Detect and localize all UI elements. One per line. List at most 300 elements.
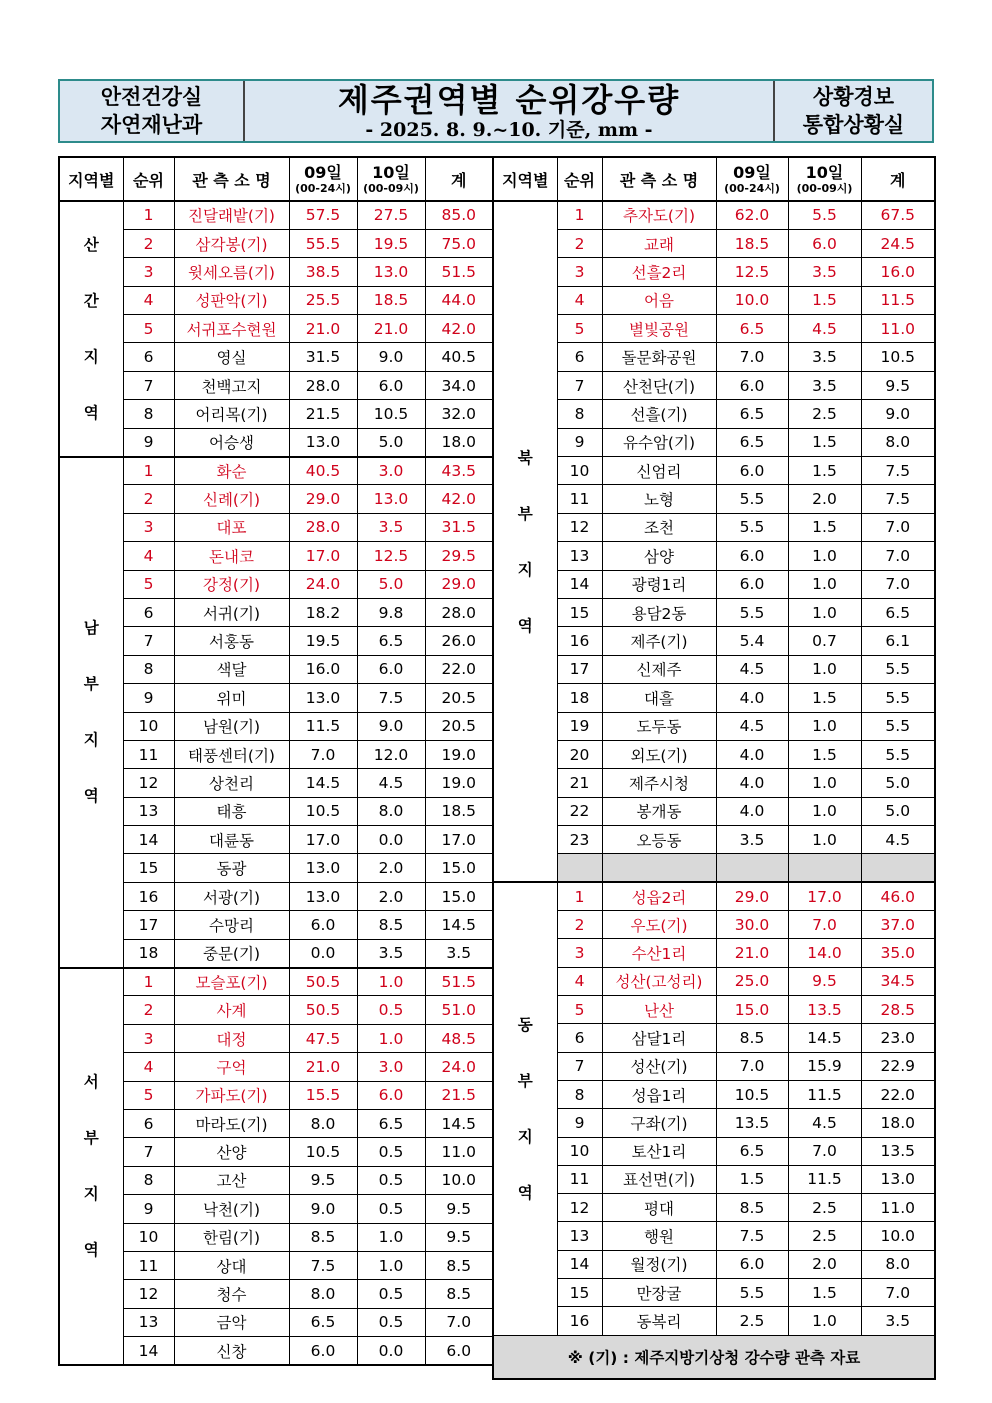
rank-cell: 12 xyxy=(557,513,602,541)
region-label: 북 부 지 역 xyxy=(493,201,557,882)
day1-rainfall: 2.5 xyxy=(716,1307,788,1335)
day2-rainfall: 5.0 xyxy=(357,428,425,456)
rank-cell: 6 xyxy=(123,1110,174,1138)
day1-rainfall: 8.5 xyxy=(716,1194,788,1222)
total-rainfall: 7.5 xyxy=(861,457,935,485)
rank-cell: 18 xyxy=(123,939,174,967)
day1-rainfall: 29.0 xyxy=(716,882,788,910)
table-row xyxy=(59,1308,493,1336)
station-name: 색달 xyxy=(174,655,289,683)
day2-rainfall: 2.0 xyxy=(357,882,425,910)
total-rainfall: 7.0 xyxy=(861,513,935,541)
day1-rainfall: 24.0 xyxy=(289,570,357,598)
table-row xyxy=(493,967,935,995)
table-row xyxy=(493,627,935,655)
day1-rainfall: 15.0 xyxy=(716,996,788,1024)
rank-cell: 12 xyxy=(123,1280,174,1308)
table-row xyxy=(493,428,935,456)
rank-cell: 10 xyxy=(557,457,602,485)
day1-rainfall: 4.5 xyxy=(716,712,788,740)
day1-rainfall: 6.5 xyxy=(716,400,788,428)
table-row xyxy=(59,826,493,854)
total-rainfall: 9.5 xyxy=(425,1223,493,1251)
station-name: 신엄리 xyxy=(602,457,716,485)
table-row xyxy=(59,1251,493,1279)
day1-rainfall: 4.0 xyxy=(716,740,788,768)
region-header: 지역별 xyxy=(493,157,557,201)
station-name: 성읍1리 xyxy=(602,1080,716,1108)
station-name: 수망리 xyxy=(174,911,289,939)
table-row xyxy=(493,1165,935,1193)
day1-rainfall: 13.0 xyxy=(289,854,357,882)
day1-range: (00-24시) xyxy=(724,181,780,195)
rank-cell: 9 xyxy=(557,1109,602,1137)
day2-rainfall: 3.5 xyxy=(357,939,425,967)
total-rainfall: 5.5 xyxy=(861,712,935,740)
station-name: 우도(기) xyxy=(602,911,716,939)
total-rainfall: 31.5 xyxy=(425,513,493,541)
day1-rainfall: 7.5 xyxy=(289,1251,357,1279)
table-row xyxy=(59,201,493,229)
day2-rainfall: 0.5 xyxy=(357,1166,425,1194)
table-row xyxy=(493,1194,935,1222)
station-header: 관 측 소 명 xyxy=(174,157,289,201)
total-rainfall: 8.0 xyxy=(861,428,935,456)
rank-cell: 4 xyxy=(123,542,174,570)
rank-cell: 7 xyxy=(123,627,174,655)
right-table-body xyxy=(493,201,935,1379)
day1-rainfall: 13.0 xyxy=(289,428,357,456)
table-row xyxy=(59,712,493,740)
day1-rainfall: 7.0 xyxy=(716,343,788,371)
table-row xyxy=(59,598,493,626)
rank-cell: 8 xyxy=(123,1166,174,1194)
station-name: 표선면(기) xyxy=(602,1165,716,1193)
station-name: 삼각봉(기) xyxy=(174,229,289,257)
day1-rainfall: 8.5 xyxy=(716,1024,788,1052)
rank-cell: 1 xyxy=(557,201,602,229)
station-name: 성산(고성리) xyxy=(602,967,716,995)
day2-rainfall: 7.0 xyxy=(788,1137,861,1165)
rank-cell: 13 xyxy=(557,542,602,570)
station-name: 영실 xyxy=(174,343,289,371)
total-rainfall: 75.0 xyxy=(425,229,493,257)
day1-rainfall: 6.0 xyxy=(716,457,788,485)
rank-cell: 5 xyxy=(557,315,602,343)
rank-cell: 10 xyxy=(123,1223,174,1251)
day2-rainfall: 19.5 xyxy=(357,229,425,257)
total-rainfall: 15.0 xyxy=(425,882,493,910)
day1-rainfall: 6.5 xyxy=(716,315,788,343)
day2-rainfall: 2.0 xyxy=(788,485,861,513)
day2-rainfall: 5.5 xyxy=(788,201,861,229)
day1-rainfall: 3.5 xyxy=(716,826,788,854)
day2-rainfall: 12.0 xyxy=(357,740,425,768)
station-name: 교래 xyxy=(602,229,716,257)
day1-rainfall: 5.5 xyxy=(716,1279,788,1307)
station-name: 윗세오름(기) xyxy=(174,258,289,286)
table-row xyxy=(493,485,935,513)
total-rainfall: 9.5 xyxy=(861,371,935,399)
total-rainfall: 24.5 xyxy=(861,229,935,257)
station-name: 어음 xyxy=(602,286,716,314)
day2-rainfall: 1.5 xyxy=(788,513,861,541)
rank-cell: 14 xyxy=(123,1337,174,1365)
day1-rainfall: 31.5 xyxy=(289,343,357,371)
day1-rainfall: 21.5 xyxy=(289,400,357,428)
table-row xyxy=(59,1337,493,1365)
rank-cell: 13 xyxy=(123,1308,174,1336)
station-name: 동복리 xyxy=(602,1307,716,1335)
total-rainfall: 13.0 xyxy=(861,1165,935,1193)
day2-rainfall: 3.0 xyxy=(357,1053,425,1081)
day2-rainfall: 0.7 xyxy=(788,627,861,655)
day2-rainfall: 2.5 xyxy=(788,1194,861,1222)
day2-range: (00-09시) xyxy=(796,181,853,195)
station-name: 가파도(기) xyxy=(174,1081,289,1109)
table-row xyxy=(493,570,935,598)
day1-rainfall: 40.5 xyxy=(289,457,357,485)
day2-rainfall: 1.0 xyxy=(357,968,425,996)
total-rainfall: 7.0 xyxy=(861,542,935,570)
table-row xyxy=(59,1053,493,1081)
day1-rainfall: 6.5 xyxy=(716,428,788,456)
total-rainfall: 26.0 xyxy=(425,627,493,655)
day1-rainfall: 57.5 xyxy=(289,201,357,229)
station-name: 진달래밭(기) xyxy=(174,201,289,229)
day1-rainfall: 10.0 xyxy=(716,286,788,314)
day1-rainfall: 28.0 xyxy=(289,513,357,541)
total-rainfall: 19.0 xyxy=(425,740,493,768)
table-header-row xyxy=(493,157,935,201)
table-row xyxy=(493,315,935,343)
station-name: 성판악(기) xyxy=(174,286,289,314)
rank-cell: 6 xyxy=(557,1024,602,1052)
day2-rainfall: 3.5 xyxy=(788,258,861,286)
total-rainfall: 51.5 xyxy=(425,968,493,996)
title-block xyxy=(243,81,775,141)
left-table-body xyxy=(59,201,493,1365)
blank-row xyxy=(493,854,935,882)
rank-cell: 2 xyxy=(123,229,174,257)
rank-cell: 12 xyxy=(557,1194,602,1222)
rank-cell: 4 xyxy=(557,967,602,995)
total-rainfall: 7.0 xyxy=(861,570,935,598)
total-rainfall: 15.0 xyxy=(425,854,493,882)
rank-cell: 8 xyxy=(557,400,602,428)
rank-cell: 1 xyxy=(123,968,174,996)
day2-rainfall: 13.0 xyxy=(357,485,425,513)
table-row xyxy=(59,797,493,825)
day1-rainfall: 25.5 xyxy=(289,286,357,314)
table-row xyxy=(493,1307,935,1335)
day1-rainfall: 10.5 xyxy=(289,1138,357,1166)
station-name: 난산 xyxy=(602,996,716,1024)
table-row xyxy=(493,996,935,1024)
day2-rainfall: 8.0 xyxy=(357,797,425,825)
rank-cell: 2 xyxy=(557,229,602,257)
day2-rainfall: 1.5 xyxy=(788,428,861,456)
table-row xyxy=(493,598,935,626)
table-row xyxy=(493,882,935,910)
day2-rainfall: 1.5 xyxy=(788,286,861,314)
station-name: 수산1리 xyxy=(602,939,716,967)
station-name: 대륜동 xyxy=(174,826,289,854)
day2-header xyxy=(357,157,425,201)
rank-cell: 10 xyxy=(557,1137,602,1165)
table-row xyxy=(493,1222,935,1250)
day2-rainfall: 17.0 xyxy=(788,882,861,910)
day1-rainfall: 5.5 xyxy=(716,513,788,541)
day2-range: (00-09시) xyxy=(363,181,419,195)
total-rainfall: 48.5 xyxy=(425,1024,493,1052)
total-rainfall: 11.0 xyxy=(861,1194,935,1222)
day1-rainfall: 1.5 xyxy=(716,1165,788,1193)
station-name: 어리목(기) xyxy=(174,400,289,428)
station-name: 중문(기) xyxy=(174,939,289,967)
day1-rainfall: 4.5 xyxy=(716,655,788,683)
total-rainfall: 20.5 xyxy=(425,712,493,740)
station-name: 어승생 xyxy=(174,428,289,456)
station-name: 모슬포(기) xyxy=(174,968,289,996)
day2-rainfall: 3.5 xyxy=(788,371,861,399)
day2-rainfall: 2.0 xyxy=(357,854,425,882)
day2-rainfall: 1.0 xyxy=(357,1251,425,1279)
table-row xyxy=(59,968,493,996)
table-row xyxy=(59,1024,493,1052)
total-rainfall: 29.5 xyxy=(425,542,493,570)
day2-rainfall: 1.0 xyxy=(788,598,861,626)
day2-rainfall: 1.0 xyxy=(788,655,861,683)
total-rainfall: 18.5 xyxy=(425,797,493,825)
department-label xyxy=(60,81,245,141)
day1-rainfall: 47.5 xyxy=(289,1024,357,1052)
rank-cell: 5 xyxy=(557,996,602,1024)
station-name: 태흥 xyxy=(174,797,289,825)
rank-cell: 13 xyxy=(123,797,174,825)
day1-rainfall: 8.5 xyxy=(289,1223,357,1251)
table-row xyxy=(59,854,493,882)
station-name: 봉개동 xyxy=(602,797,716,825)
station-name: 돈내코 xyxy=(174,542,289,570)
rank-cell: 16 xyxy=(123,882,174,910)
total-rainfall: 5.0 xyxy=(861,769,935,797)
station-name: 한림(기) xyxy=(174,1223,289,1251)
station-name: 태풍센터(기) xyxy=(174,740,289,768)
day2-header xyxy=(788,157,861,201)
station-name: 노형 xyxy=(602,485,716,513)
total-rainfall: 22.0 xyxy=(425,655,493,683)
station-name: 신창 xyxy=(174,1337,289,1365)
rank-cell: 12 xyxy=(123,769,174,797)
table-row xyxy=(59,996,493,1024)
rank-cell: 14 xyxy=(123,826,174,854)
rank-cell: 8 xyxy=(557,1080,602,1108)
rank-cell: 8 xyxy=(123,400,174,428)
rank-cell: 2 xyxy=(557,911,602,939)
station-name: 구좌(기) xyxy=(602,1109,716,1137)
day1-rainfall: 9.0 xyxy=(289,1195,357,1223)
day2-rainfall: 0.5 xyxy=(357,1280,425,1308)
day1-rainfall: 21.0 xyxy=(289,1053,357,1081)
rank-cell: 1 xyxy=(123,201,174,229)
station-name: 선흘2리 xyxy=(602,258,716,286)
rank-cell: 2 xyxy=(123,996,174,1024)
rank-cell: 23 xyxy=(557,826,602,854)
station-name: 삼양 xyxy=(602,542,716,570)
table-row xyxy=(59,258,493,286)
table-row xyxy=(493,400,935,428)
total-rainfall: 42.0 xyxy=(425,315,493,343)
day1-rainfall: 14.5 xyxy=(289,769,357,797)
day1-rainfall: 5.5 xyxy=(716,485,788,513)
table-row xyxy=(59,400,493,428)
empty-cell xyxy=(716,854,788,882)
day2-rainfall: 0.5 xyxy=(357,1138,425,1166)
station-name: 도두동 xyxy=(602,712,716,740)
total-rainfall: 20.5 xyxy=(425,684,493,712)
day1-rainfall: 28.0 xyxy=(289,371,357,399)
day1-rainfall: 16.0 xyxy=(289,655,357,683)
rank-cell: 15 xyxy=(123,854,174,882)
day2-rainfall: 0.5 xyxy=(357,1308,425,1336)
day1-rainfall: 17.0 xyxy=(289,826,357,854)
region-label: 남 부 지 역 xyxy=(59,457,123,968)
day1-header xyxy=(289,157,357,201)
footnote-row xyxy=(493,1335,935,1379)
day1-rainfall: 30.0 xyxy=(716,911,788,939)
station-name: 대흘 xyxy=(602,684,716,712)
day1-rainfall: 50.5 xyxy=(289,968,357,996)
rank-cell: 20 xyxy=(557,740,602,768)
day1-rainfall: 13.0 xyxy=(289,684,357,712)
rank-cell: 11 xyxy=(123,1251,174,1279)
total-rainfall: 6.0 xyxy=(425,1337,493,1365)
total-rainfall: 18.0 xyxy=(861,1109,935,1137)
day2-rainfall: 6.5 xyxy=(357,627,425,655)
table-row xyxy=(493,1052,935,1080)
table-row xyxy=(493,258,935,286)
day1-rainfall: 6.5 xyxy=(716,1137,788,1165)
total-rainfall: 6.5 xyxy=(861,598,935,626)
total-rainfall: 18.0 xyxy=(425,428,493,456)
rank-cell: 5 xyxy=(123,570,174,598)
office-line-1: 상황경보 xyxy=(812,85,895,109)
rank-cell: 22 xyxy=(557,797,602,825)
day1-rainfall: 19.5 xyxy=(289,627,357,655)
day2-rainfall: 6.0 xyxy=(788,229,861,257)
total-rainfall: 5.0 xyxy=(861,797,935,825)
total-rainfall: 8.5 xyxy=(425,1251,493,1279)
rank-cell: 4 xyxy=(123,1053,174,1081)
day2-rainfall: 5.0 xyxy=(357,570,425,598)
table-row xyxy=(493,1080,935,1108)
day1-rainfall: 6.0 xyxy=(716,1250,788,1278)
day1-rainfall: 8.0 xyxy=(289,1110,357,1138)
right-rainfall-table xyxy=(492,156,936,1380)
rank-cell: 5 xyxy=(123,1081,174,1109)
day1-rainfall: 13.0 xyxy=(289,882,357,910)
table-row xyxy=(493,1024,935,1052)
total-rainfall: 4.5 xyxy=(861,826,935,854)
total-rainfall: 14.5 xyxy=(425,1110,493,1138)
day2-rainfall: 1.0 xyxy=(788,542,861,570)
day2-rainfall: 1.0 xyxy=(357,1223,425,1251)
day2-rainfall: 13.5 xyxy=(788,996,861,1024)
day1-rainfall: 6.0 xyxy=(716,542,788,570)
rank-cell: 11 xyxy=(557,485,602,513)
rank-cell: 11 xyxy=(123,740,174,768)
day2-rainfall: 9.8 xyxy=(357,598,425,626)
rank-cell: 14 xyxy=(557,570,602,598)
table-row xyxy=(59,627,493,655)
table-row xyxy=(59,1081,493,1109)
table-row xyxy=(59,939,493,967)
station-name: 별빛공원 xyxy=(602,315,716,343)
day2-rainfall: 21.0 xyxy=(357,315,425,343)
day2-rainfall: 2.5 xyxy=(788,1222,861,1250)
rank-cell: 9 xyxy=(123,428,174,456)
total-rainfall: 35.0 xyxy=(861,939,935,967)
day2-rainfall: 1.0 xyxy=(788,797,861,825)
day2-rainfall: 1.0 xyxy=(357,1024,425,1052)
rank-cell: 7 xyxy=(557,1052,602,1080)
station-name: 신례(기) xyxy=(174,485,289,513)
office-line-2: 통합상황실 xyxy=(802,113,905,137)
rank-cell: 5 xyxy=(123,315,174,343)
total-rainfall: 14.5 xyxy=(425,911,493,939)
station-name: 고산 xyxy=(174,1166,289,1194)
day1-rainfall: 7.0 xyxy=(289,740,357,768)
table-row xyxy=(59,542,493,570)
day1-rainfall: 9.5 xyxy=(289,1166,357,1194)
table-header-row xyxy=(59,157,493,201)
total-rainfall: 6.1 xyxy=(861,627,935,655)
rank-cell: 16 xyxy=(557,1307,602,1335)
total-rainfall: 28.5 xyxy=(861,996,935,1024)
day2-rainfall: 7.0 xyxy=(788,911,861,939)
total-rainfall: 42.0 xyxy=(425,485,493,513)
station-header: 관 측 소 명 xyxy=(602,157,716,201)
total-rainfall: 3.5 xyxy=(861,1307,935,1335)
day2-rainfall: 15.9 xyxy=(788,1052,861,1080)
day2-rainfall: 6.5 xyxy=(357,1110,425,1138)
station-name: 평대 xyxy=(602,1194,716,1222)
day2-rainfall: 2.5 xyxy=(788,400,861,428)
region-label: 동 부 지 역 xyxy=(493,882,557,1335)
total-header: 계 xyxy=(861,157,935,201)
total-rainfall: 51.5 xyxy=(425,258,493,286)
table-row xyxy=(493,939,935,967)
day1-rainfall: 21.0 xyxy=(289,315,357,343)
day1-range: (00-24시) xyxy=(295,181,351,195)
day2-label: 10일 xyxy=(372,162,410,182)
station-name: 선흘(기) xyxy=(602,400,716,428)
station-name: 조천 xyxy=(602,513,716,541)
table-row xyxy=(59,882,493,910)
document-header xyxy=(58,79,934,143)
department-line-1: 안전건강실 xyxy=(100,85,203,109)
station-name: 위미 xyxy=(174,684,289,712)
table-row xyxy=(59,428,493,456)
day2-rainfall: 13.0 xyxy=(357,258,425,286)
footnote: ※ (기) : 제주지방기상청 강수량 관측 자료 xyxy=(493,1335,935,1379)
day2-rainfall: 1.5 xyxy=(788,684,861,712)
day2-rainfall: 4.5 xyxy=(788,315,861,343)
rank-cell: 1 xyxy=(557,882,602,910)
empty-cell xyxy=(557,854,602,882)
table-row xyxy=(59,315,493,343)
